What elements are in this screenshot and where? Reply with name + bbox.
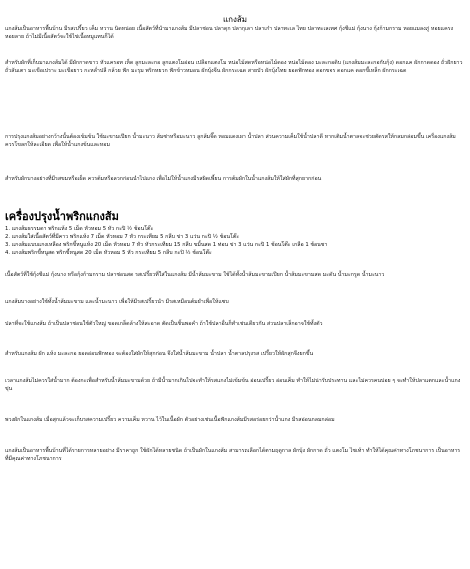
paragraph-sourness: แกงส้มบางอย่างใช้ทั้งน้ำส้มมะขาม และน้ำมะนาว เพื่อให้มีรสเปรี้ยวนำ มีรสเหมือนต้มยำเพื่อให้แซบ <box>5 299 229 305</box>
paragraph-vegetable-flavor: พวงผักในแกงส้ม เมื่อสุกแล้วจะเก็บรสความเปรี้ยว ความเค็ม หวาน ไว้ในเนื้อผัก ตัวอย่างเช่นเนื้อฟักแกงส้มมีรสอร่อยกว่าน้ำแกง มีรสอ่อนกลมกล่อม <box>5 417 335 423</box>
paragraph-vegetables: สำหรับผักที่เก็บมาแกงส้มได้ มีผักกาดขาว หัวแครอท เห็ด ลูกมะละกอ ลูกแตงโมอ่อน เปลือกแตงโม หน่อไม้สดหรือหน่อไม้ดอง หน่อไม้ดอง มะละกอดิบ (แกงส้มมะละกอกับกุ้ง) ดอกแค ผักกาดดอง ถั่วฝักยาว ถั่วลันเตา มะเขือเปราะ มะเขือยาว กะหล่ำปลี กล้วย ฟัก มะรุม พริกหยวก ฟักข้าวหมอน ผักบุ้งจีน ผักกระเฉด สายบัว ผักบุ้งไทย ยอดฟักทอง ดอกขจร ดอกแค ดอกขี้เหล็ก ผักกระเฉด <box>5 60 463 74</box>
paragraph-intro: แกงส้มเป็นอาหารพื้นบ้าน มีรสเปรี้ยว เค็ม หวาน นิดหน่อย เนื้อสัตว์ที่นำมาแกงส้ม มีปลาช่อน ปลาดุก ปลากุเลา ปลาเก๋า ปลาทะเล ไทย ปลาทะเลเทศ กุ้งชีแม่ กุ้งนาง กุ้งก้ามกราม หอยแมลงภู่ หอยแครง หอยลาย ถ้าไม่มีเนื้อสัตว์จะใช้ไข่เนื้อหมูแทนก็ได้ <box>5 26 454 40</box>
list-item: 3. แกงส้มแบบแกงเหลือง พริกขี้หนูแห้ง 20 เม็ด หัวหอม 7 หัว หัวกระเทียม 15 กลีบ ขมิ้นสด 1 ท่อน ข่า 3 แว่น กะปิ 1 ช้อนโต๊ะ เกลือ 1 ช้อนชา <box>5 242 328 248</box>
paragraph-cooking-vegetables: สำหรับแกงส้ม ผัก แห้ง มะละกอ ยอดอ่อนฟักทอง จะต้องใส่ผักให้สุกก่อน จึงใส่น้ำส้มมะขาม น้ำปลา น้ำตาลปรุงรส เปรี้ยวให้ผักสุกจึงยกขึ้น <box>5 351 314 357</box>
paragraph-conclusion: แกงส้มเป็นอาหารพื้นบ้านที่ได้รายการหลายอย่าง มีราคาถูก ใช้ผักได้หลายชนิด ถ้าเป็นผักในแกงส้ม สามารถเลือกได้ตามฤดูกาล ผักบุ้ง ผักกาด ถั่ว แตงโม ไชเท้า ทำให้ได้คุณค่าทางโภชนาการ เป็นอาหารที่มีคุณค่าทางโภชนาการ <box>5 448 461 462</box>
list-item: 2. แกงส้มใส่เนื้อสัตว์ที่มีคาว พริกแห้ง 7 เม็ด หัวหอม 7 หัว กระเทียม 5 กลีบ ข่า 3 แว่น กะปิ ½ ช้อนโต๊ะ <box>5 234 240 240</box>
paragraph-water-amount: เวลาแกงส้มไม่ควรใส่น้ำมาก ต้องกะเพื่อสำหรับน้ำส้มมะขามด้วย ถ้ามีน้ำมากเกินไปจะทำให้รสแกงไม่เข้มข้น อ่อนเปรี้ยว อ่อนเค็ม ทำให้ไม่น่ารับประทาน และไม่ควรคนบ่อย ๆ จะทำให้ปลาแตกและน้ำแกงขุ่น <box>5 378 461 392</box>
page-title: แกงส้ม <box>222 15 248 24</box>
paragraph-meats: เนื้อสัตว์ที่ใช้กุ้งชีแม่ กุ้งนาง หรือกุ้งก้ามกราม ปลาช่อนสด รสเปรี้ยวที่ใส่ในแกงส้ม มีน้ำส้มมะขาม ใช้ได้ทั้งน้ำส้มมะขามเปียก น้ำส้มมะขามสด มะดัน น้ำมะกรูด น้ำมะนาว <box>5 272 385 278</box>
list-item: 1. แกงส้มธรรมดา พริกแห้ง 5 เม็ด หัวหอม 5 หัว กะปิ ½ ช้อนโต๊ะ <box>5 226 154 232</box>
paragraph-bitter-vegetables: สำหรับผักบางอย่างที่มีรสขมหรือเผ็ด ควรต้มหรือลวกก่อนนำไปแกง เพื่อไม่ให้น้ำแกงมีรสผิดเพี้ยน การต้มผักในน้ำแกงส้มให้ใส่ผักที่สุกยากก่อน <box>5 176 322 182</box>
ingredient-list <box>5 225 463 257</box>
section-heading: เครื่องปรุงน้ำพริกแกงส้ม <box>5 210 119 223</box>
list-item: 4. แกงส้มพริกขี้หนูสด พริกขี้หนูสด 20 เม็ด หัวหอม 5 หัว กระเทียม 5 กลีบ กะปิ ½ ช้อนโต๊ะ <box>5 250 212 256</box>
paragraph-seasoning: การปรุงแกงส้มอย่างกว้างนั้นต้องเข้มข้น ใช้มะขามเปียก น้ำมะนาว ส้มซ่าหรือมะนาว ลูกส้มจี๊ด หอมแดงเผา น้ำปลา ส่วนความเค็มใช้น้ำปลาดี หากเติมน้ำตาลจะช่วยตัดรสให้กลมกล่อมขึ้น เครื่องแกงส้มควรโขลกให้ละเอียด เพื่อให้น้ำแกงข้นและหอม <box>5 134 456 148</box>
paragraph-fish-prep: ปลาที่จะใช้แกงส้ม ถ้าเป็นปลาช่อนใช้ตัวใหญ่ ขอดเกล็ดล้างให้สะอาด ตัดเป็นชิ้นพอคำ ถ้าใช้ปลาอื่นก็ทำเช่นเดียวกัน ส่วนปลาเล็กอาจใช้ทั้งตัว <box>5 321 323 327</box>
